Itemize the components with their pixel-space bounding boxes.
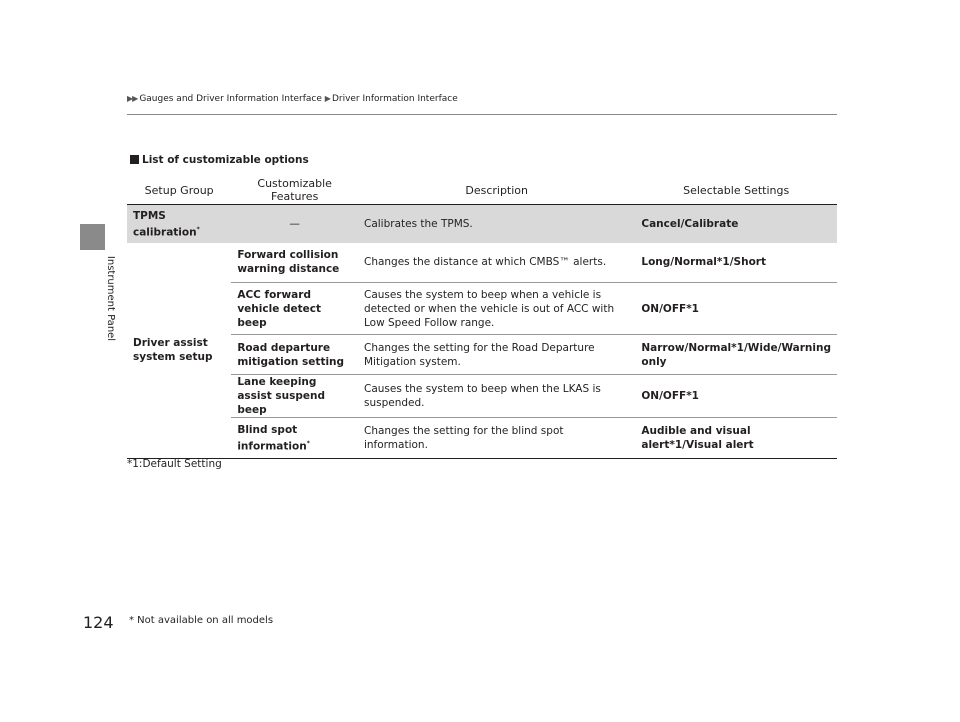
header-setup-group: Setup Group <box>127 176 231 205</box>
breadcrumb-part2[interactable]: Driver Information Interface <box>331 94 458 104</box>
default-setting-note: *1:Default Setting <box>127 458 222 470</box>
settings-cell: Cancel/Calibrate <box>635 205 837 243</box>
settings-cell: Long/Normal*1/Short <box>635 243 837 283</box>
feature-cell: Lane keeping assist suspend beep <box>231 375 358 418</box>
feature-cell: Forward collision warning distance <box>231 243 358 283</box>
setup-group-cell: Driver assist system setup <box>133 337 213 363</box>
feature-cell: ACC forward vehicle detect beep <box>231 283 358 335</box>
description-cell: Changes the setting for the Road Departure Mitigation system. <box>358 335 635 375</box>
feature-cell: Blind spot information* <box>237 423 310 452</box>
arrow-icon: ▶ <box>324 94 330 103</box>
settings-cell: ON/OFF*1 <box>635 375 837 418</box>
chapter-tab <box>80 224 105 250</box>
chapter-label: Instrument Panel <box>105 255 117 342</box>
table-row <box>127 418 837 458</box>
description-cell: Calibrates the TPMS. <box>358 205 635 243</box>
models-note: * Not available on all models <box>129 615 274 626</box>
table-row <box>127 283 837 335</box>
section-title: List of customizable options <box>130 154 309 166</box>
setup-group-cell: TPMS calibration* <box>127 205 231 243</box>
table-row <box>127 335 837 375</box>
settings-cell: ON/OFF*1 <box>635 283 837 335</box>
table-header-row <box>127 176 837 205</box>
arrow-icon: ▶▶ <box>127 94 138 103</box>
page-number: 124 <box>83 613 114 632</box>
feature-cell: Road departure mitigation setting <box>231 335 358 375</box>
header-features: Customizable Features <box>231 176 358 205</box>
header-description: Description <box>358 176 635 205</box>
settings-cell: Narrow/Normal*1/Wide/Warning only <box>635 335 837 375</box>
description-cell: Causes the system to beep when the LKAS is suspended. <box>358 375 635 418</box>
square-bullet-icon <box>130 155 139 164</box>
feature-cell: — <box>231 205 358 243</box>
breadcrumb <box>127 94 458 104</box>
settings-cell: Audible and visual alert*1/Visual alert <box>641 424 754 451</box>
description-cell: Changes the distance at which CMBS™ alerts. <box>358 243 635 283</box>
table-row <box>127 243 837 283</box>
description-cell: Causes the system to beep when a vehicle is detected or when the vehicle is out of ACC with Low Speed Follow range. <box>358 283 635 335</box>
table-row <box>127 205 837 243</box>
options-table <box>127 176 837 459</box>
header-rule <box>127 114 837 115</box>
breadcrumb-part1[interactable]: Gauges and Driver Information Interface <box>139 94 322 104</box>
description-cell: Changes the setting for the blind spot information. <box>363 424 564 451</box>
header-settings: Selectable Settings <box>635 176 837 205</box>
table-bottom-rule <box>127 458 837 459</box>
table-row <box>127 375 837 418</box>
